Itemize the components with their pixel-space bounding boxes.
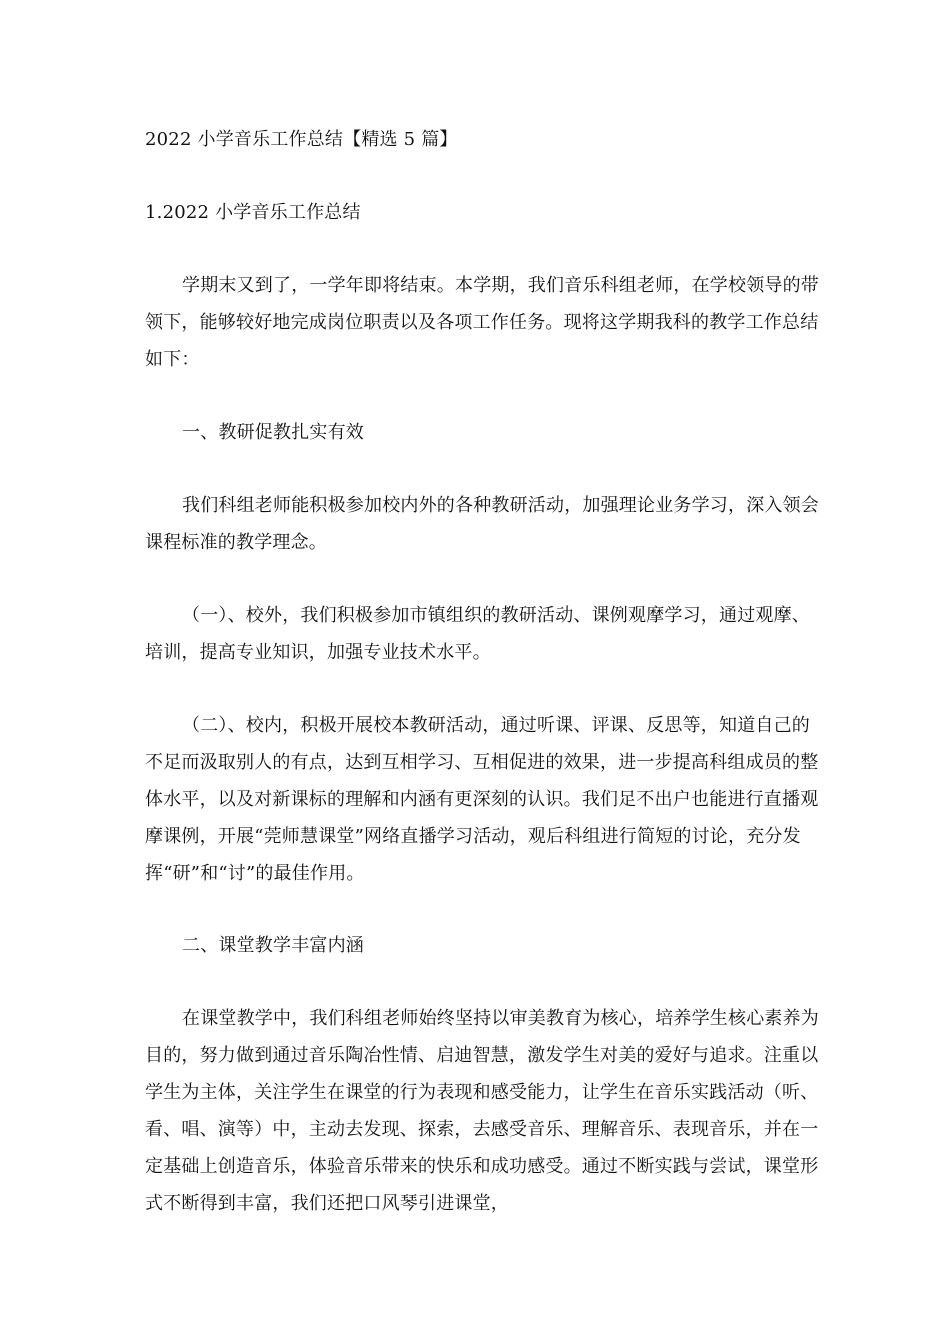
paragraph-intro: 学期末又到了，一学年即将结束。本学期，我们音乐科组老师，在学校领导的带领下，能够较好地完成岗位职责以及各项工作任务。现将这学期我科的教学工作总结如下： (145, 275, 819, 370)
section-heading-1: 一、教研促教扎实有效 (182, 422, 364, 443)
section-heading-2: 二、课堂教学丰富内涵 (182, 935, 364, 956)
paragraph-external: （一）、校外，我们积极参加市镇组织的教研活动、课例观摩学习，通过观摩、培训，提高专业知识，加强专业技术水平。 (145, 605, 810, 663)
section-title: 1.2022 小学音乐工作总结 (145, 202, 361, 223)
paragraph-research: 我们科组老师能积极参加校内外的各种教研活动，加强理论业务学习，深入领会课程标准的教学理念。 (145, 495, 819, 553)
paragraph-internal: （二）、校内，积极开展校本教研活动，通过听课、评课、反思等，知道自己的不足而汲取别人的有点，达到互相学习、互相促进的效果，进一步提高科组成员的整体水平，以及对新课标的理解和内涵有更深刻的认识。我们足不出户也能进行直播观摩课例，开展“莞师慧课堂”网络直播学习活动，观后科组进行简短的讨论，充分发挥“研”和“讨”的最佳作用。 (145, 715, 819, 884)
paragraph-classroom: 在课堂教学中，我们科组老师始终坚持以审美教育为核心，培养学生核心素养为目的，努力做到通过音乐陶冶性情、启迪智慧，激发学生对美的爱好与追求。注重以学生为主体，关注学生在课堂的行为表现和感受能力，让学生在音乐实践活动（听、看、唱、演等）中，主动去发现、探索，去感受音乐、理解音乐、表现音乐，并在一定基础上创造音乐，体验音乐带来的快乐和成功感受。通过不断实践与尝试，课堂形式不断得到丰富，我们还把口风琴引进课堂， (145, 1008, 819, 1214)
document-title: 2022 小学音乐工作总结【精选 5 篇】 (145, 129, 458, 150)
